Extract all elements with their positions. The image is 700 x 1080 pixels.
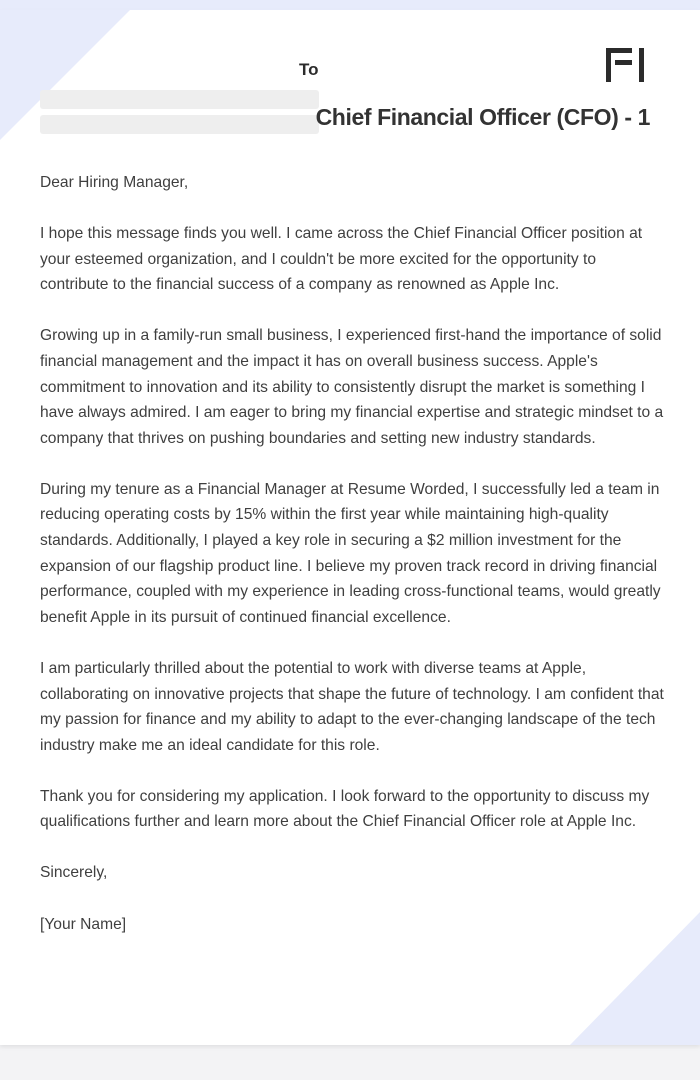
salutation: Dear Hiring Manager, [40,174,189,191]
letter-paragraph: Thank you for considering my application. I look forward to the opportunity to discuss my qualifications further and learn more about the Chief Financial Officer role at Apple Inc. [40,787,650,831]
signature: [Your Name] [40,915,127,933]
job-title: Chief Financial Officer (CFO) - 1 [315,104,650,130]
letter-body [40,170,664,937]
to-label: To [299,60,319,79]
letter-paragraph: During my tenure as a Financial Manager at Resume Worded, I successfully led a team in reducing operating costs by 15% within the first year while maintaining high-quality standards. Additionally, I played a key role in securing a $2 million investment for the expansion of our flagship product line. I believe my proven track record in driving financial performance, coupled with my experience in leading cross-functional teams, would greatly benefit Apple in its pursuit of continued financial excellence. [40,480,661,626]
closing: Sincerely, [40,864,108,882]
letter-paragraph: I hope this message finds you well. I came across the Chief Financial Officer position at your esteemed organization, and I couldn't be more excited for the opportunity to contribute to the financial success of a company as renowned as Apple Inc. [40,225,643,294]
recipient-placeholder-line-2 [40,115,319,134]
letter-paragraph: I am particularly thrilled about the potential to work with diverse teams at Apple, collaborating on innovative projects that shape the future of technology. I am confident that my passion for finance and my ability to adapt to the ever-changing landscape of the tech industry make me an ideal candidate for this role. [40,659,664,754]
recipient-placeholder-line-1 [40,90,319,109]
letter-paragraph: Growing up in a family-run small business, I experienced first-hand the importance of solid financial management and the impact it has on overall business success. Apple's commitment to innovation and its ability to consistently disrupt the market is something I have always admired. I am eager to bring my financial expertise and strategic mindset to a company that thrives on pushing boundaries and setting new industry standards. [40,327,664,447]
fi-logo-icon [606,48,646,82]
